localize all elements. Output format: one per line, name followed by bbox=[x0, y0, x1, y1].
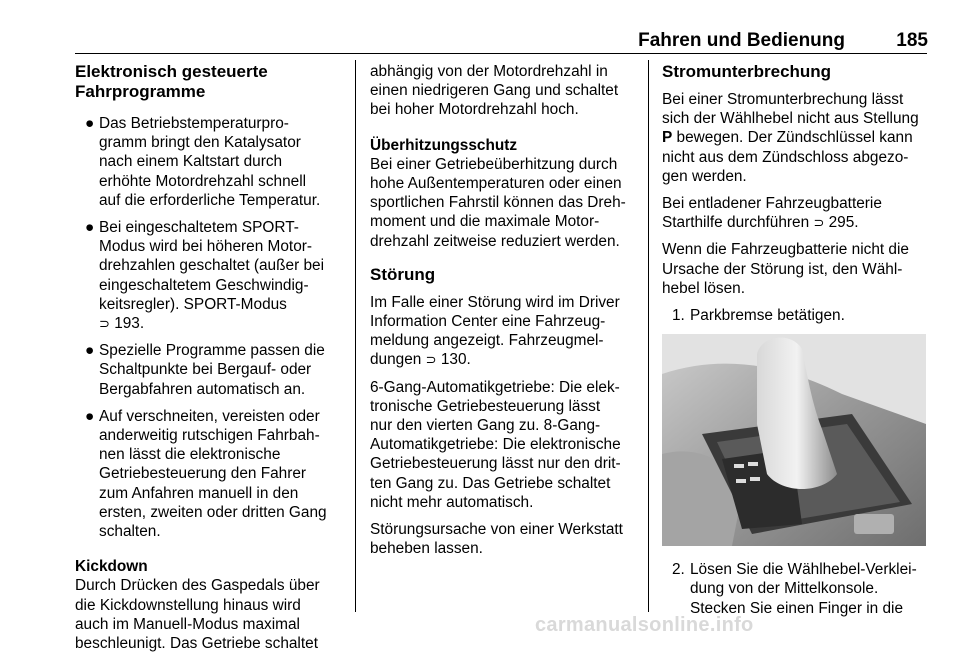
step-number: 2. bbox=[672, 561, 685, 579]
power-paragraph-3 bbox=[662, 240, 930, 298]
fault-paragraph-3 bbox=[370, 520, 636, 558]
text-line: Auf verschneiten, vereisten oder bbox=[99, 407, 320, 425]
text-line: keitsregler). SPORT-Modus bbox=[99, 295, 287, 313]
text-line: auf die erforderliche Temperatur. bbox=[99, 191, 321, 209]
text-line: drehzahl zeitweise reduziert werden. bbox=[370, 232, 620, 250]
overheat-heading: Überhitzungsschutz bbox=[370, 136, 518, 154]
list-item bbox=[75, 407, 341, 541]
text-line: Bei eingeschaltetem SPORT- bbox=[99, 219, 299, 237]
text-line: Information Center eine Fahrzeug- bbox=[370, 313, 606, 331]
fault-paragraph-2 bbox=[370, 378, 636, 512]
text-line: Spezielle Programme passen die bbox=[99, 342, 325, 360]
gear-selector-photo bbox=[662, 334, 926, 546]
page-ref-icon: ⊃ bbox=[99, 316, 110, 332]
page-ref-number: 193. bbox=[114, 315, 145, 333]
text-line bbox=[370, 350, 636, 369]
page-ref-number: 130. bbox=[440, 351, 471, 369]
bullet-icon: ● bbox=[85, 407, 95, 425]
text-line: einen niedrigeren Gang und schaltet bbox=[370, 82, 619, 100]
page-ref-number: 295. bbox=[828, 214, 859, 232]
list-item bbox=[75, 218, 341, 333]
text-line: gen werden. bbox=[662, 167, 747, 185]
fault-paragraph-1 bbox=[370, 293, 636, 370]
column-divider-2 bbox=[648, 60, 649, 612]
text-line: erhöhte Motordrehzahl schnell bbox=[99, 172, 307, 190]
header-rule bbox=[75, 53, 927, 54]
text-line: Bei einer Stromunterbrechung lässt bbox=[662, 91, 904, 108]
bullet-icon: ● bbox=[85, 219, 95, 237]
text-line: beschleunigt. Das Getriebe schaltet bbox=[75, 635, 318, 653]
text-line: Schaltpunkte bei Bergauf- oder bbox=[99, 361, 312, 379]
page-reference[interactable] bbox=[426, 351, 471, 368]
text-line: nur den vierten Gang zu. 8-Gang- bbox=[370, 417, 601, 435]
step-1 bbox=[662, 306, 930, 325]
gear-position-p: P bbox=[662, 129, 673, 147]
text-line: Wenn die Fahrzeugbatterie nicht die bbox=[662, 241, 909, 259]
text-line: sportlichen Fahrstil können das Dreh- bbox=[370, 194, 626, 212]
list-item bbox=[75, 341, 341, 399]
text-line: hohe Außentemperaturen oder einen bbox=[370, 175, 622, 193]
step-text: Parkbremse betätigen. bbox=[690, 307, 845, 325]
text-line: schalten. bbox=[99, 523, 161, 541]
text-line: gramm bringt den Katalysator bbox=[99, 134, 301, 152]
text-line: hebel lösen. bbox=[662, 279, 746, 297]
text-line: sich der Wählhebel nicht aus Stellung bbox=[662, 110, 919, 128]
step-number: 1. bbox=[672, 307, 685, 325]
text-line: Das Betriebstemperaturpro- bbox=[99, 115, 289, 132]
page-ref-icon: ⊃ bbox=[425, 352, 437, 368]
text-line: Automatikgetriebe: Die elektronische bbox=[370, 436, 621, 454]
text-line: dung von der Mittelkonsole. bbox=[690, 580, 879, 598]
page-reference[interactable] bbox=[813, 214, 858, 231]
watermark: carmanualsonline.info bbox=[535, 614, 754, 636]
text-line: Getriebesteuerung den Fahrer bbox=[99, 465, 307, 483]
heading-line: Fahrprogramme bbox=[75, 82, 206, 101]
text-line: nicht aus dem Zündschloss abgezo- bbox=[662, 148, 909, 166]
page-header-title: Fahren und Bedienung bbox=[638, 30, 845, 51]
text-line: Bei entladener Fahrzeugbatterie bbox=[662, 195, 882, 213]
fault-heading: Störung bbox=[370, 264, 436, 284]
page-number: 185 bbox=[896, 30, 928, 51]
step-2 bbox=[662, 560, 930, 618]
heading-line: Elektronisch gesteuerte bbox=[75, 62, 268, 81]
text-line: Ursache der Störung ist, den Wähl- bbox=[662, 260, 903, 278]
text-line: Lösen Sie die Wählhebel-Verklei- bbox=[690, 561, 917, 579]
gear-selector-illustration bbox=[662, 334, 926, 546]
text-line: beheben lassen. bbox=[370, 540, 483, 558]
text-line: anderweitig rutschigen Fahrbah- bbox=[99, 427, 320, 445]
text-line bbox=[662, 128, 930, 147]
intro-paragraph bbox=[370, 62, 636, 120]
text-line: moment und die maximale Motor- bbox=[370, 213, 600, 231]
column-3 bbox=[662, 62, 930, 618]
text-line: zum Anfahren manuell in den bbox=[99, 484, 299, 502]
text-line: ersten, zweiten oder dritten Gang bbox=[99, 503, 327, 521]
text-line: drehzahlen geschaltet (außer bei bbox=[99, 257, 325, 275]
text-line: Durch Drücken des Gaspedals über bbox=[75, 577, 320, 595]
overheat-paragraph bbox=[370, 155, 636, 251]
text-line: nach einem Kaltstart durch bbox=[99, 153, 283, 171]
text-line: Modus wird bei höheren Motor- bbox=[99, 238, 313, 256]
text-line: auch im Manuell-Modus maximal bbox=[75, 615, 300, 633]
text-line: tronische Getriebesteuerung lässt bbox=[370, 397, 601, 415]
page-reference[interactable] bbox=[99, 314, 341, 333]
text-span: bewegen. Der Zündschlüssel kann bbox=[676, 129, 913, 147]
text-line: Getriebesteuerung lässt nur den drit- bbox=[370, 455, 621, 473]
text-line: die Kickdownstellung hinaus wird bbox=[75, 596, 301, 614]
section-heading-fahrprogramme bbox=[75, 62, 341, 102]
text-line: meldung angezeigt. Fahrzeugmel- bbox=[370, 332, 604, 350]
text-line: Im Falle einer Störung wird im Driver bbox=[370, 293, 620, 311]
text-line: nen lässt die elektronische bbox=[99, 446, 281, 464]
text-line: Bergabfahren automatisch an. bbox=[99, 380, 306, 398]
list-item bbox=[75, 114, 341, 210]
text-line: Stecken Sie einen Finger in die bbox=[690, 599, 904, 617]
power-interruption-heading: Stromunterbrechung bbox=[662, 62, 832, 81]
text-line bbox=[662, 213, 930, 232]
power-paragraph-2 bbox=[662, 194, 930, 232]
text-line: Bei einer Getriebeüberhitzung durch bbox=[370, 155, 618, 173]
column-divider-1 bbox=[355, 60, 356, 612]
bullet-icon: ● bbox=[85, 115, 95, 132]
column-1 bbox=[75, 62, 341, 653]
text-line: abhängig von der Motordrehzahl in bbox=[370, 63, 608, 80]
text-line: bei hoher Motordrehzahl hoch. bbox=[370, 101, 579, 119]
text-line: ten Gang zu. Das Getriebe schaltet bbox=[370, 474, 611, 492]
page-ref-icon: ⊃ bbox=[813, 215, 825, 231]
text-span: dungen bbox=[370, 351, 422, 369]
kickdown-heading: Kickdown bbox=[75, 558, 148, 576]
text-line: 6-Gang-Automatikgetriebe: Die elek- bbox=[370, 378, 620, 396]
power-paragraph-1 bbox=[662, 90, 930, 186]
bullet-icon: ● bbox=[85, 342, 95, 360]
text-span: Starthilfe durchführen bbox=[662, 214, 810, 232]
text-line: eingeschaltetem Geschwindig- bbox=[99, 276, 309, 294]
column-2 bbox=[370, 62, 636, 558]
text-line: nicht mehr automatisch. bbox=[370, 493, 534, 511]
text-line: Störungsursache von einer Werkstatt bbox=[370, 521, 623, 539]
